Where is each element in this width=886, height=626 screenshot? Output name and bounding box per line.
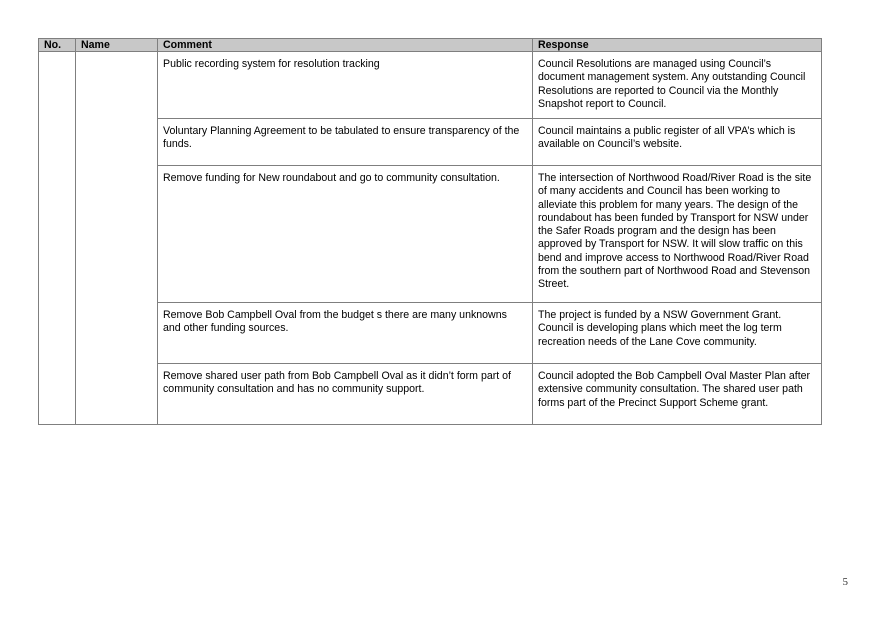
comment-cell: Remove Bob Campbell Oval from the budget s there are many unknowns and other funding sources. [158,303,533,364]
table-row [39,52,822,119]
header-response: Response [533,39,822,52]
no-cell [39,52,76,425]
response-cell: The intersection of Northwood Road/River Road is the site of many accidents and Council has been working to alleviate this problem for many years. The design of the roundabout has been funded by Transport for NSW under the Safer Roads program and the design has been approved by Transport for NSW. It will slow traffic on this bend and improve access to Northwood Road/River Road from the southern part of Northwood Road and Stevenson Street. [533,166,822,303]
comment-cell: Remove shared user path from Bob Campbell Oval as it didn’t form part of community consultation and has no community support. [158,364,533,425]
comment-cell: Public recording system for resolution tracking [158,52,533,119]
table-header-row [39,39,822,52]
header-name: Name [76,39,158,52]
header-comment: Comment [158,39,533,52]
page-number: 5 [842,576,848,588]
response-cell: Council maintains a public register of all VPA’s which is available on Council’s website. [533,119,822,166]
submissions-table [38,38,822,425]
comment-cell: Remove funding for New roundabout and go to community consultation. [158,166,533,303]
response-cell: Council Resolutions are managed using Council’s document management system. Any outstanding Council Resolutions are reported to Council via the Monthly Snapshot report to Council. [533,52,822,119]
response-cell: Council adopted the Bob Campbell Oval Master Plan after extensive community consultation. The shared user path forms part of the Precinct Support Scheme grant. [533,364,822,425]
comment-cell: Voluntary Planning Agreement to be tabulated to ensure transparency of the funds. [158,119,533,166]
response-cell: The project is funded by a NSW Government Grant. Council is developing plans which meet the log term recreation needs of the Lane Cove community. [533,303,822,364]
name-cell [76,52,158,425]
header-no: No. [39,39,76,52]
